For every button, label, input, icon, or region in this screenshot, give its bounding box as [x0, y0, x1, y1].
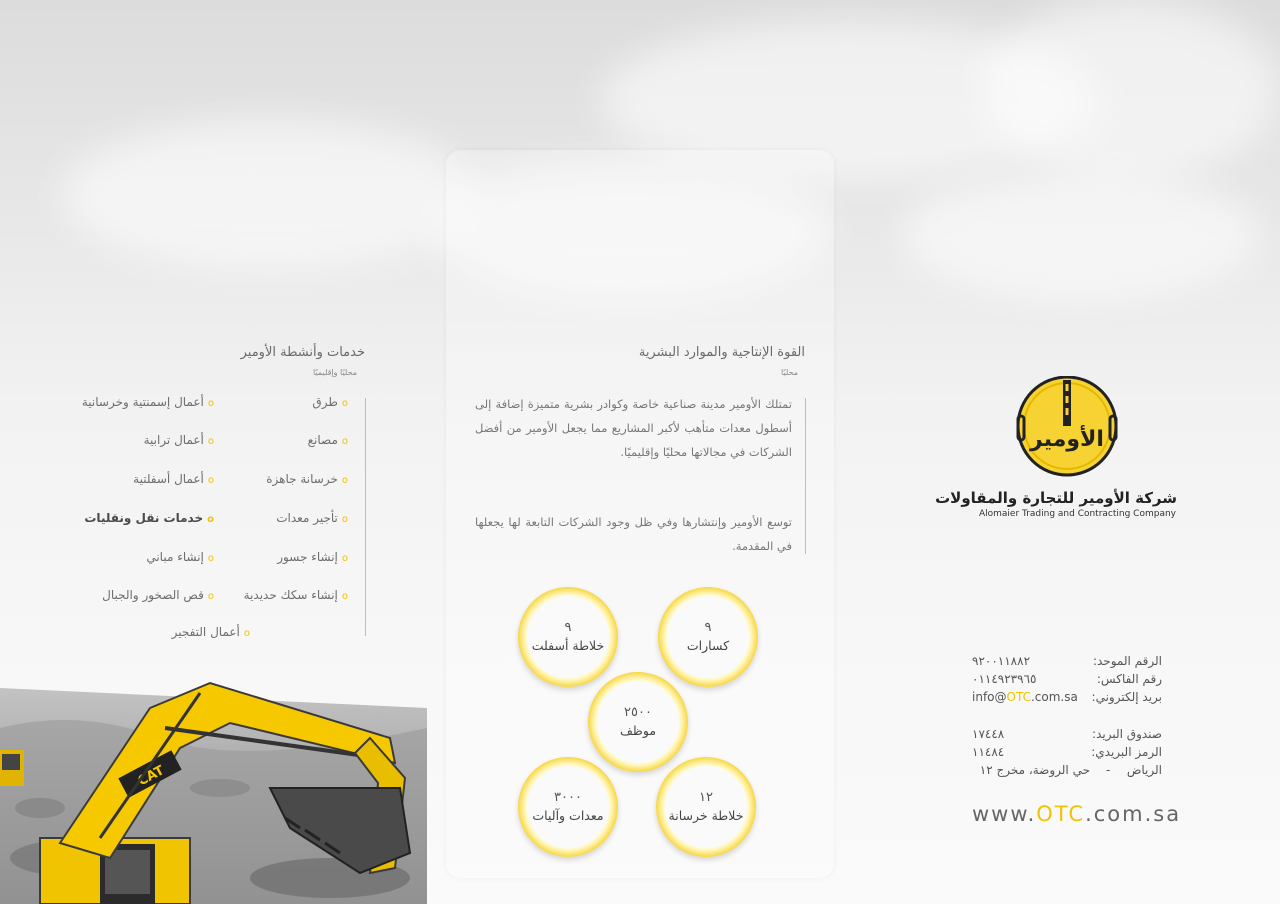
stat-number: ١٢	[699, 790, 713, 805]
email-link[interactable]	[972, 690, 1078, 704]
service-item	[133, 472, 214, 486]
website-accent: OTC	[1036, 802, 1086, 826]
production-subtitle: محليًا	[781, 368, 798, 377]
service-item	[244, 588, 348, 602]
unified-number-value: ٩٢٠٠١١٨٨٢	[972, 654, 1031, 668]
svg-text:CAT: CAT	[135, 763, 167, 790]
service-label: مصانع	[307, 433, 338, 447]
bullet-icon: o	[207, 436, 214, 447]
service-item	[266, 472, 348, 486]
service-label: تأجير معدات	[276, 511, 338, 525]
service-label: أعمال ترابية	[143, 433, 204, 447]
stat-number: ٢٥٠٠	[624, 705, 652, 720]
stat-number: ٩	[704, 620, 712, 635]
cloud	[60, 120, 480, 270]
company-name-en: Alomaier Trading and Contracting Company	[978, 509, 1176, 519]
email-rest: .com.sa	[1030, 690, 1078, 704]
excavator-photo	[0, 668, 427, 904]
website-suffix: .com.sa	[1085, 802, 1182, 826]
website-link[interactable]	[972, 802, 1181, 826]
fax-label: رقم الفاكس:	[1096, 672, 1162, 686]
service-label: خرسانة جاهزة	[266, 472, 338, 486]
service-item	[146, 550, 214, 564]
stat-asphalt-mixers	[518, 587, 618, 687]
city: الرياض	[1126, 763, 1162, 777]
pobox-label: صندوق البريد:	[1092, 727, 1162, 741]
stat-label: موظف	[619, 723, 657, 738]
company-name-ar: شركة الأومير للتجارة والمقاولات	[935, 489, 1177, 507]
production-paragraph-2: توسع الأومير وإنتشارها وفي ظل وجود الشركات التابعة لها يجعلها في المقدمة.	[475, 515, 792, 553]
service-label: أعمال أسفلتية	[133, 472, 204, 486]
stat-number: ٩	[564, 620, 572, 635]
fax-value: ٠١١٤٩٢٣٩٦٥	[972, 672, 1037, 686]
service-label: قص الصخور والجبال	[102, 588, 204, 602]
service-item	[144, 433, 214, 447]
stat-concrete-mixers	[656, 757, 756, 857]
production-paragraph-1: تمتلك الأومير مدينة صناعية خاصة وكوادر بشرية متميزة إضافة إلى أسطول معدات متأهب لأكبر المشاريع مما يجعل الأومير من أفضل الشركات في مجالاتها محليًا وإقليميًا.	[475, 397, 792, 459]
postal-value: ١١٤٨٤	[972, 745, 1005, 759]
cloud	[980, 0, 1280, 180]
services-subtitle: محليًا وإقليميًا	[313, 368, 357, 377]
bullet-icon: o	[207, 553, 214, 564]
stat-crushers	[658, 587, 758, 687]
bullet-icon: o	[341, 514, 348, 525]
bullet-icon: o	[207, 591, 214, 602]
service-label: إنشاء مباني	[146, 550, 204, 564]
service-item	[308, 433, 348, 447]
email-label: بريد إلكتروني:	[1091, 690, 1162, 704]
bullet-icon: o	[341, 553, 348, 564]
bullet-icon: o	[207, 514, 214, 525]
stat-label: خلاطة أسفلت	[531, 638, 605, 653]
pobox-value: ١٧٤٤٨	[972, 727, 1005, 741]
services-title: خدمات وأنشطة الأومير	[240, 345, 365, 360]
address-dash: -	[1106, 763, 1111, 777]
logo-emblem-text: الأومير	[1030, 427, 1104, 452]
service-item	[102, 588, 214, 602]
bullet-icon: o	[243, 628, 250, 639]
email-domain-accent: OTC	[1006, 690, 1031, 704]
service-label: أعمال إسمنتية وخرسانية	[81, 395, 204, 409]
service-label: إنشاء جسور	[277, 550, 338, 564]
production-divider	[805, 398, 806, 554]
bullet-icon: o	[341, 436, 348, 447]
cloud	[900, 170, 1260, 300]
service-item	[84, 511, 214, 525]
website-prefix: www.	[972, 802, 1037, 826]
service-item	[277, 550, 348, 564]
service-label: أعمال التفجير	[171, 625, 240, 639]
service-label: إنشاء سكك حديدية	[243, 588, 338, 602]
service-item	[82, 395, 214, 409]
bullet-icon: o	[341, 591, 348, 602]
services-divider	[365, 398, 366, 636]
stat-employees	[588, 672, 688, 772]
production-title: القوة الإنتاجية والموارد البشرية	[638, 345, 805, 360]
stat-label: معدات وآليات	[532, 808, 604, 823]
bullet-icon: o	[207, 475, 214, 486]
district: حي الروضة، مخرج ١٢	[979, 763, 1090, 777]
postal-label: الرمز البريدي:	[1091, 745, 1162, 759]
service-label: خدمات نقل ونقليات	[84, 511, 204, 525]
service-item	[276, 511, 348, 525]
unified-number-label: الرقم الموحد:	[1092, 654, 1162, 668]
stat-equipment	[518, 757, 618, 857]
bullet-icon: o	[341, 398, 348, 409]
bullet-icon: o	[341, 475, 348, 486]
stat-number: ٣٠٠٠	[554, 790, 582, 805]
stat-label: خلاطة خرسانة	[668, 808, 744, 823]
email-user: info@	[972, 690, 1007, 704]
bullet-icon: o	[207, 398, 214, 409]
service-label: طرق	[312, 395, 338, 409]
logo-emblem	[1012, 376, 1122, 480]
service-item	[312, 395, 348, 409]
stat-label: كسارات	[686, 638, 730, 653]
service-item	[172, 625, 250, 639]
